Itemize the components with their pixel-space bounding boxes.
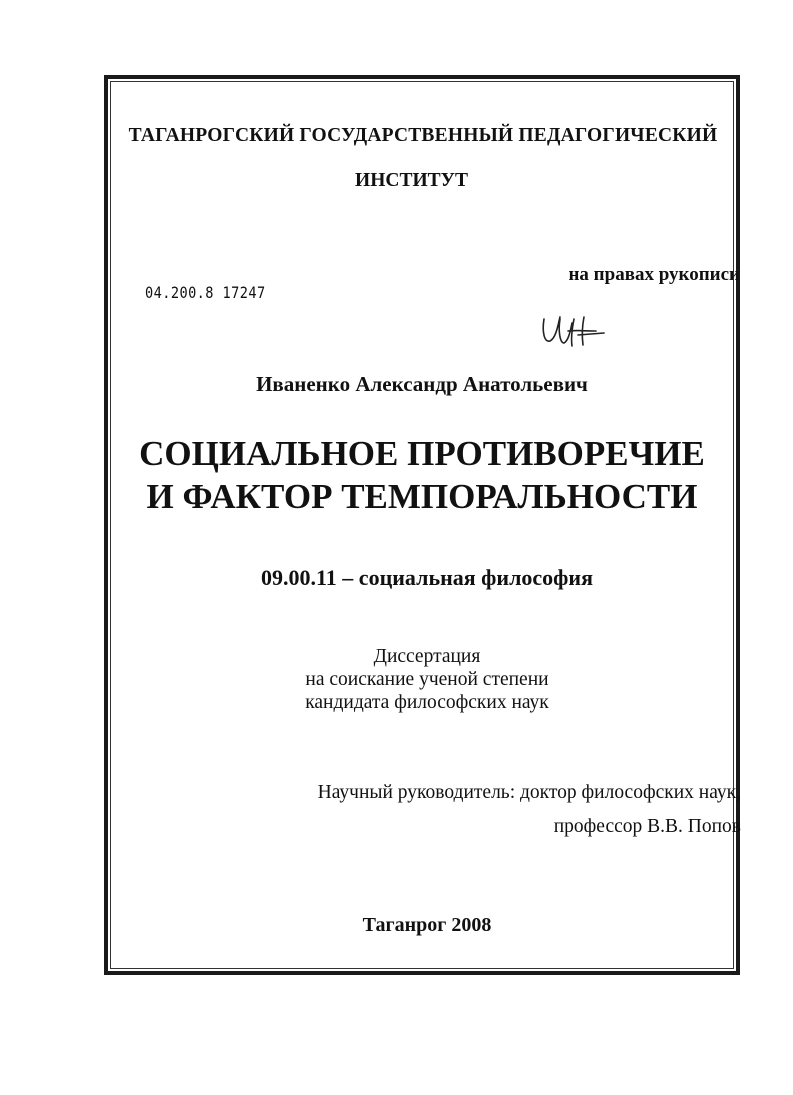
degree-line-3: кандидата философских наук [305,692,549,713]
institution-name: ТАГАНРОГСКИЙ ГОСУДАРСТВЕННЫЙ ПЕДАГОГИЧЕСКИЙ [128,125,718,146]
specialty-code: 09.00.11 – социальная философия [261,565,593,590]
manuscript-note: на правах рукописи [568,264,740,285]
author-name: Иваненко Александр Анатольевич [256,372,588,396]
library-stamp-number: 04.200.8 17247 [145,283,266,302]
degree-line-2: на соискание ученой степени [305,669,549,690]
title-line-1: СОЦИАЛЬНОЕ ПРОТИВОРЕЧИЕ [139,434,705,473]
supervisor-line-1: Научный руководитель: доктор философских наук, [317,782,741,803]
handwritten-signature [538,313,608,353]
degree-line-1: Диссертация [373,646,481,667]
dissertation-title [110,432,734,518]
supervisor-line-2: профессор В.В. Попов [553,816,741,837]
dissertation-degree [110,645,744,714]
place-and-year: Таганрог 2008 [362,914,492,936]
title-line-2: И ФАКТОР ТЕМПОРАЛЬНОСТИ [146,477,698,516]
institution-name-line2: ИНСТИТУТ [355,170,468,191]
